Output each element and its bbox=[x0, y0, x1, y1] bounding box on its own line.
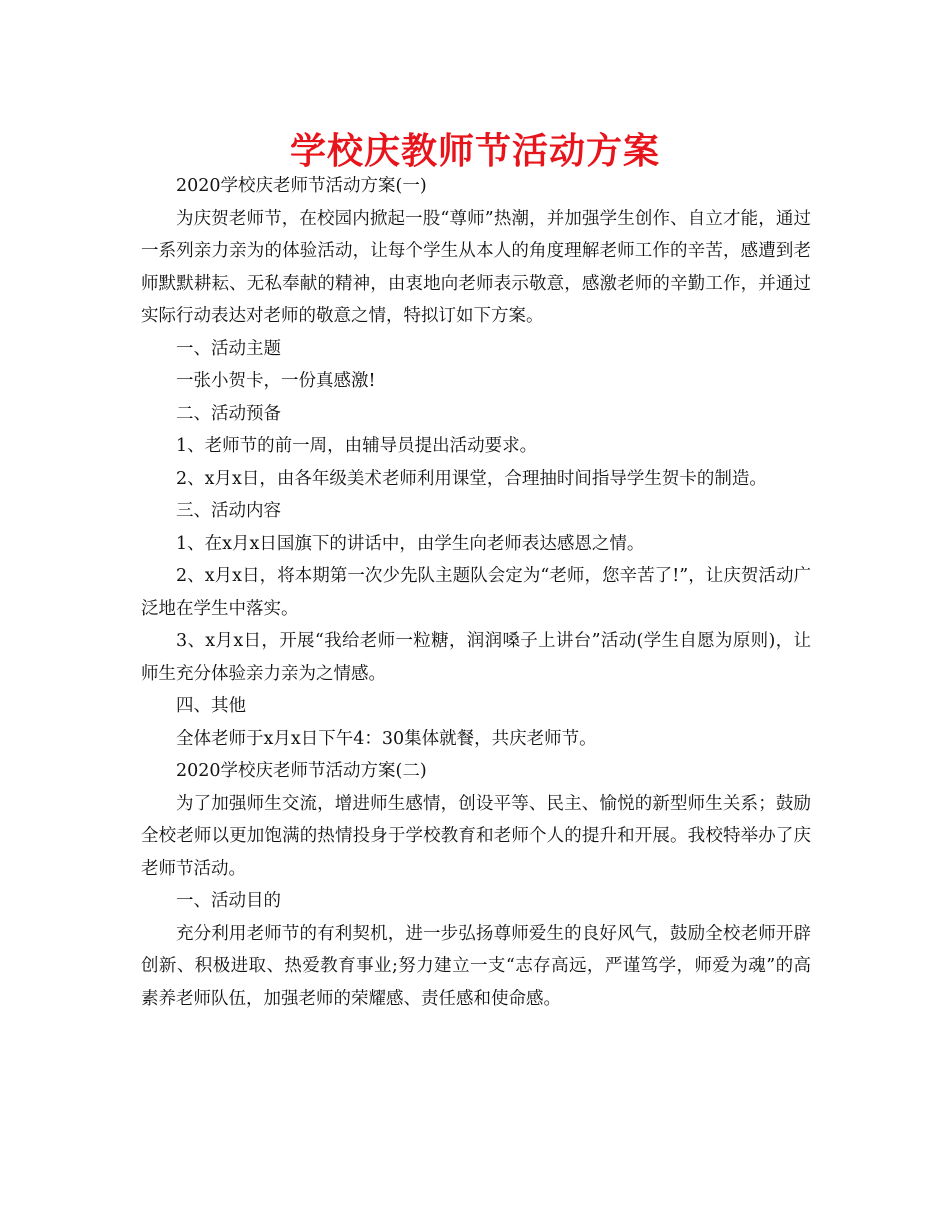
section-heading-purpose: 一、活动目的 bbox=[176, 891, 281, 911]
content-item-1: 1、在x月x日国旗下的讲话中，由学生向老师表达感恩之情。 bbox=[176, 533, 645, 554]
section-heading-other: 四、其他 bbox=[176, 696, 246, 716]
plan-heading-2: 2020学校庆老师节活动方案(二) bbox=[176, 761, 427, 781]
content-item-3: 3、x月x日，开展“我给老师一粒糖，润润嗓子上讲台”活动(学生自愿为原则)，让师生充分体验亲力亲为之情感。 bbox=[141, 631, 811, 684]
document-body bbox=[141, 170, 811, 1015]
preparation-item-1: 1、老师节的前一周，由辅导员提出活动要求。 bbox=[176, 436, 538, 456]
plan-heading-1: 2020学校庆老师节活动方案(一) bbox=[176, 176, 427, 196]
plan-2-intro-paragraph: 为了加强师生交流，增进师生感情，创设平等、民主、愉悦的新型师生关系；鼓励全校老师以更加饱满的热情投身于学校教育和老师个人的提升和开展。我校特举办了庆老师节活动。 bbox=[141, 793, 811, 879]
theme-text: 一张小贺卡，一份真感激! bbox=[176, 371, 376, 391]
other-text: 全体老师于x月x日下午4：30集体就餐，共庆老师节。 bbox=[176, 728, 597, 749]
section-heading-theme: 一、活动主题 bbox=[176, 338, 281, 359]
content-item-2: 2、x月x日，将本期第一次少先队主题队会定为“老师，您辛苦了!”，让庆贺活动广泛地在学生中落实。 bbox=[141, 566, 811, 619]
preparation-item-2: 2、x月x日，由各年级美术老师利用课堂，合理抽时间指导学生贺卡的制造。 bbox=[176, 468, 767, 489]
document-title: 学校庆教师节活动方案 bbox=[289, 131, 660, 172]
section-heading-content: 三、活动内容 bbox=[176, 501, 281, 521]
intro-paragraph: 为庆贺老师节，在校园内掀起一股“尊师”热潮，并加强学生创作、自立才能，通过一系列亲力亲为的体验活动，让每个学生从本人的角度理解老师工作的辛苦，感遭到老师默默耕耘、无私奉献的精神，由衷地向老师表示敬意，感激老师的辛勤工作，并通过实际行动表达对老师的敬意之情，特拟订如下方案。 bbox=[141, 208, 811, 326]
purpose-text: 充分利用老师节的有利契机，进一步弘扬尊师爱生的良好风气，鼓励全校老师开辟创新、积极进取、热爱教育事业;努力建立一支“志存高远，严谨笃学，师爱为魂”的高素养老师队伍，加强老师的荣耀感、责任感和使命感。 bbox=[141, 923, 811, 1009]
section-heading-preparation: 二、活动预备 bbox=[176, 403, 281, 424]
